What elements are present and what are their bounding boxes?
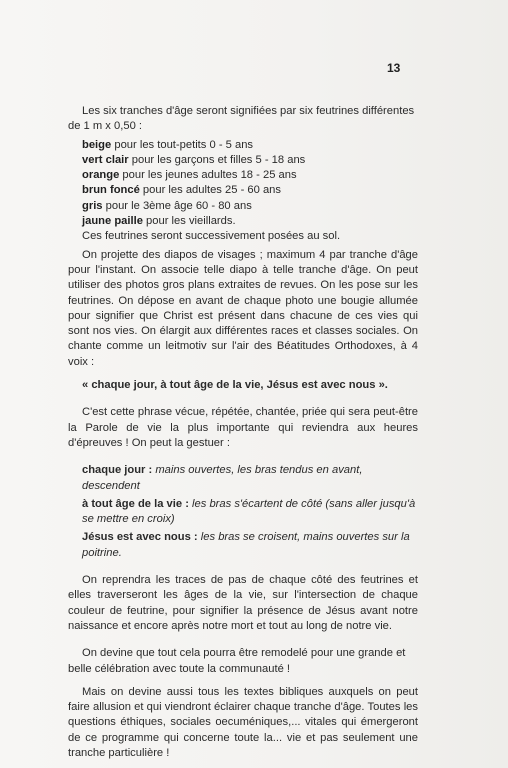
age-color: jaune paille (82, 215, 143, 228)
refrain: « chaque jour, à tout âge de la vie, Jésus est avec nous ». (82, 379, 388, 392)
photos-paragraph: On projette des diapos de visages ; maximum 4 par tranche d'âge pour l'instant. On associe telle diapo à telle tranche d'âge. On peut utiliser des photos gros plans extraites de revues. On les pose sur les feutrines. On dépose en avant de chaque photo une bougie allumée pour signifier que Christ est présent dans chacune de ces vies qui sont nos vies. On élargit aux différentes races et classes sociales. On chante comme un leitmotiv sur l'air des Béatitudes Orthodoxes, à 4 voix : (68, 248, 418, 368)
page-number: 13 (387, 61, 401, 75)
age-color: orange (82, 169, 120, 182)
age-description: pour les tout-petits 0 - 5 ans (111, 138, 254, 151)
page-body (68, 104, 418, 761)
felt-note: Ces feutrines seront successivement posées au sol. (82, 230, 341, 243)
list-item (68, 168, 418, 183)
texts-paragraph: Mais on devine aussi tous les textes bibliques auxquels on peut faire allusion et qui viendront éclairer chaque tranche d'âge. Toutes les questions éthiques, sociales oecuméniques,... vitales qui émergeront de ce programme qui concerne toute la... vie et pas seulement une tranche particulière ! (68, 685, 418, 759)
gesture-phrase: à tout âge de la vie : (82, 497, 189, 510)
list-item (68, 138, 418, 153)
age-color: beige (82, 138, 112, 151)
steps-paragraph: On reprendra les traces de pas de chaque côté des feutrines et elles traverseront les âges de la vie, sur l'intersection de chaque couleur de feutrine, pour signifier la présence de Jésus avant notre naissance et encore après notre mort et tout au long de notre vie. (68, 574, 418, 632)
age-description: pour les jeunes adultes 18 - 25 ans (119, 169, 297, 182)
list-item (68, 199, 418, 214)
age-description: pour les vieillards. (142, 215, 236, 228)
list-item (68, 463, 418, 494)
age-description: pour les adultes 25 - 60 ans (139, 184, 281, 197)
list-item (68, 497, 418, 528)
list-item (68, 214, 418, 229)
gesture-description: mains ouvertes, les bras tendus en avant, descendent (82, 464, 363, 492)
gesture-description: les bras s'écartent de côté (sans aller jusqu'à se mettre en croix) (82, 497, 416, 526)
list-item (68, 153, 418, 168)
age-color: vert clair (82, 153, 129, 166)
age-list (68, 138, 418, 230)
gesture-list (68, 463, 418, 561)
age-color: brun foncé (82, 184, 140, 197)
gesture-phrase: chaque jour : (82, 464, 153, 477)
list-item (68, 183, 418, 198)
age-description: pour les garçons et filles 5 - 18 ans (128, 153, 306, 166)
age-color: gris (82, 199, 103, 212)
gesture-phrase: Jésus est avec nous : (82, 531, 198, 544)
intro-paragraph: Les six tranches d'âge seront signifiées par six feutrines différentes de 1 m x 0,50 : (68, 105, 415, 133)
age-description: pour le 3ème âge 60 - 80 ans (102, 199, 252, 212)
phrase-paragraph: C'est cette phrase vécue, répétée, chantée, priée qui sera peut-être la Parole de vie la plus importante qui reviendra aux heures d'épreuves ! On peut la gestuer : (68, 406, 418, 449)
gesture-description: les bras se croisent, mains ouvertes sur la poitrine. (82, 531, 410, 559)
list-item (68, 530, 418, 561)
celebration-paragraph: On devine que tout cela pourra être remodelé pour une grande et belle célébration avec toute la communauté ! (68, 647, 406, 675)
